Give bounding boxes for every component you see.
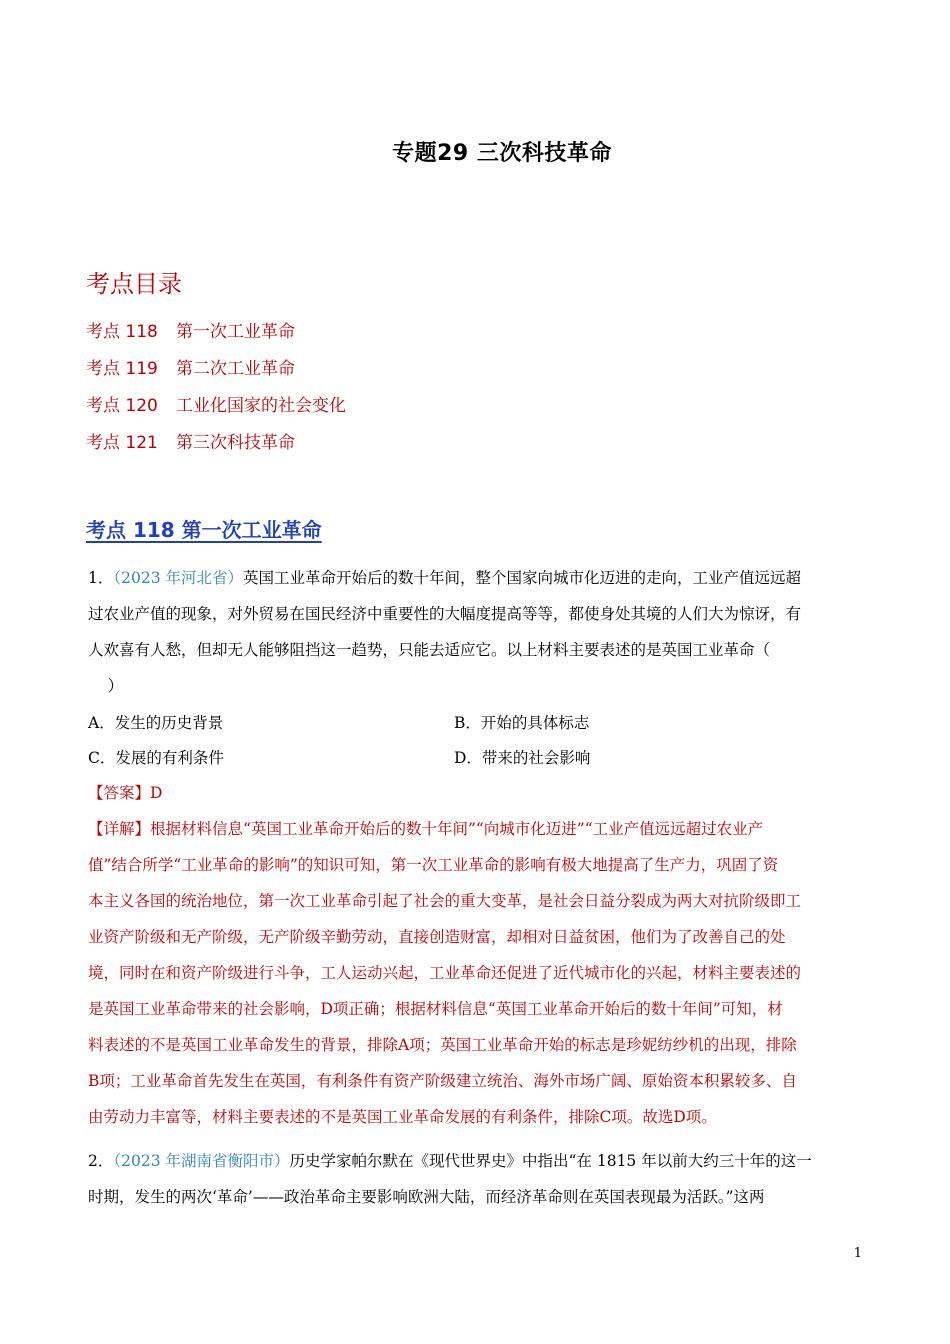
question-1 bbox=[88, 560, 868, 704]
explanation-line: 本主义各国的统治地位，第一次工业革命引起了社会的重大变革，是社会日益分裂成为两大对抗阶级即工 bbox=[88, 892, 802, 910]
option-row bbox=[88, 741, 868, 776]
explanation-line: 【详解】根据材料信息“英国工业革命开始后的数十年间”“向城市化迈进”“工业产值远远超过农业产 bbox=[88, 820, 764, 838]
toc-heading: 考点目录 bbox=[86, 270, 182, 298]
toc-item[interactable]: 考点 119 第二次工业革命 bbox=[86, 359, 295, 379]
question-2 bbox=[88, 1143, 868, 1215]
toc-list bbox=[86, 320, 346, 468]
page-number: 1 bbox=[853, 1246, 862, 1261]
option-b[interactable]: B．开始的具体标志 bbox=[454, 714, 590, 732]
option-a[interactable]: A．发生的历史背景 bbox=[88, 714, 224, 732]
question-2-line: 时期，发生的两次‘革命’——政治革命主要影响欧洲大陆，而经济革命则在英国表现最为活跃。”这两 bbox=[88, 1188, 765, 1206]
question-1-options bbox=[88, 706, 868, 776]
option-d[interactable]: D．带来的社会影响 bbox=[454, 749, 591, 767]
explanation-line: 由劳动力丰富等，材料主要表述的不是英国工业革命发展的有利条件，排除C项。故选D项。 bbox=[88, 1108, 717, 1126]
question-2-line: 2．（2023 年湖南省衡阳市）历史学家帕尔默在《现代世界史》中指出“在 1815 年以前大约三十年的这一 bbox=[88, 1152, 812, 1170]
question-1-line: ） bbox=[88, 677, 124, 695]
explanation-line: 值”结合所学“工业革命的影响”的知识可知，第一次工业革命的影响有极大地提高了生产力，巩固了资 bbox=[88, 856, 779, 874]
option-c[interactable]: C．发展的有利条件 bbox=[88, 749, 224, 767]
toc-item[interactable]: 考点 118 第一次工业革命 bbox=[86, 322, 295, 342]
question-source: （2023 年河北省） bbox=[113, 569, 243, 587]
page-title: 专题29 三次科技革命 bbox=[392, 141, 612, 166]
answer-explanation bbox=[88, 775, 868, 1135]
question-1-line: 过农业产值的现象，对外贸易在国民经济中重要性的大幅度提高等等，都使身处其境的人们大为惊讶，有 bbox=[88, 605, 802, 623]
toc-item[interactable]: 考点 120 工业化国家的社会变化 bbox=[86, 396, 346, 416]
explanation-line: 境，同时在和资产阶级进行斗争，工人运动兴起，工业革命还促进了近代城市化的兴起，材料主要表述的 bbox=[88, 964, 802, 982]
explanation-line: 料表述的不是英国工业革命发生的背景，排除A项；英国工业革命开始的标志是珍妮纺纱机的出现，排除 bbox=[88, 1036, 797, 1054]
section-heading-link[interactable]: 考点 118 第一次工业革命 bbox=[86, 518, 322, 542]
question-1-line: 人欢喜有人愁，但却无人能够阻挡这一趋势，只能去适应它。以上材料主要表述的是英国工业革命（ bbox=[88, 641, 771, 659]
explanation-line: 业资产阶级和无产阶级，无产阶级辛勤劳动，直接创造财富，却相对日益贫困，他们为了改善自己的处 bbox=[88, 928, 786, 946]
answer-line: 【答案】D bbox=[88, 784, 163, 802]
toc-item[interactable]: 考点 121 第三次科技革命 bbox=[86, 433, 295, 453]
explanation-line: B项；工业革命首先发生在英国，有利条件有资产阶级建立统治、海外市场广阔、原始资本积累较多、自 bbox=[88, 1072, 797, 1090]
option-row bbox=[88, 706, 868, 741]
question-1-line: 1．（2023 年河北省）英国工业革命开始后的数十年间，整个国家向城市化迈进的走向，工业产值远远超 bbox=[88, 569, 802, 587]
explanation-line: 是英国工业革命带来的社会影响，D项正确；根据材料信息“英国工业革命开始后的数十年间”可知，材 bbox=[88, 1000, 783, 1018]
question-source: （2023 年湖南省衡阳市） bbox=[113, 1152, 290, 1170]
